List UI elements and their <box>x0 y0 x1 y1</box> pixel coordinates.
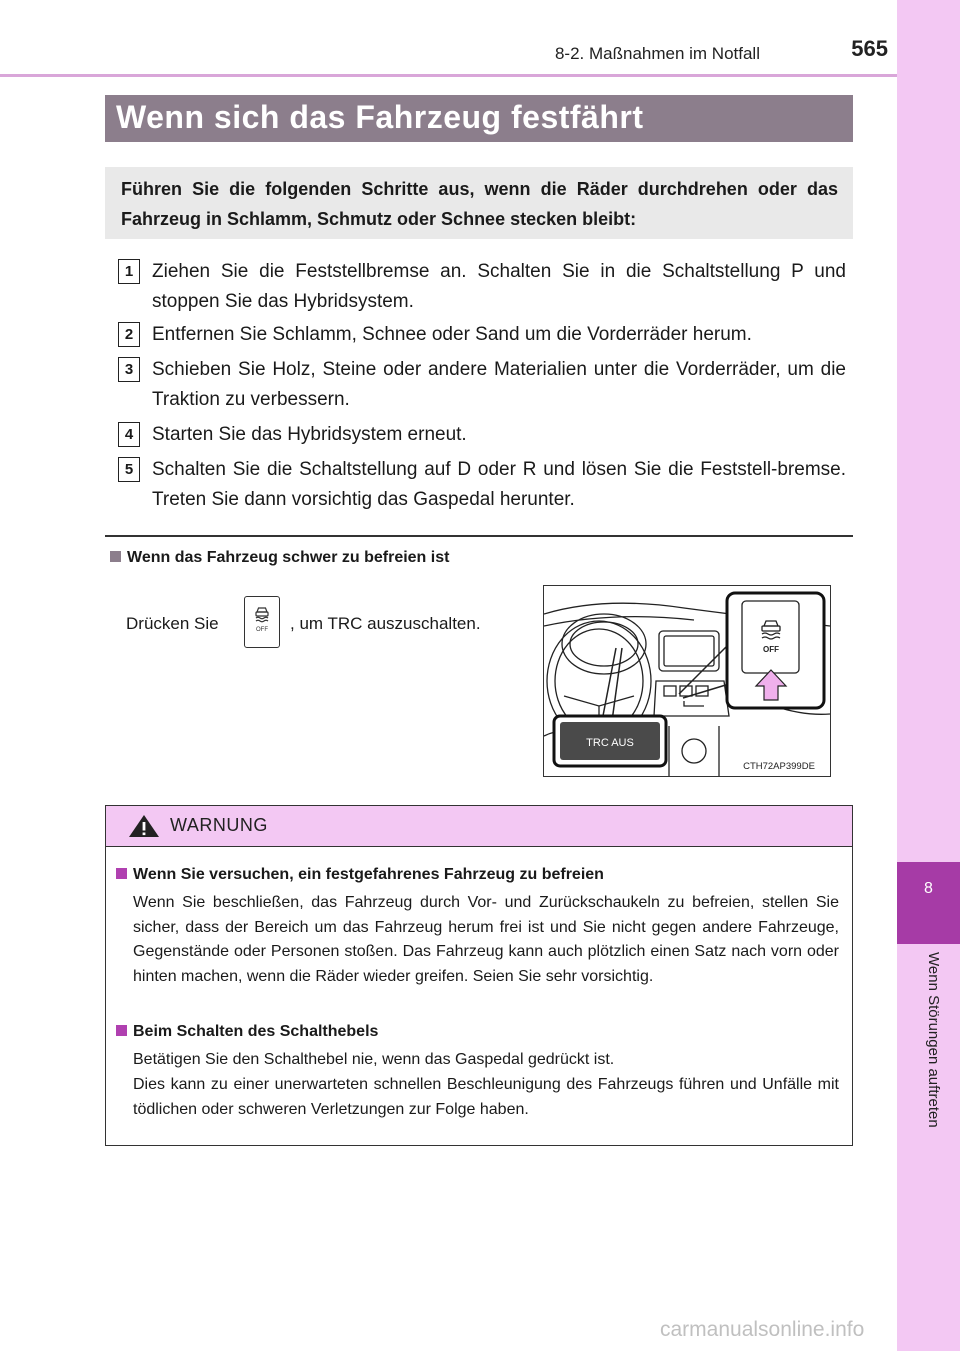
page-title: Wenn sich das Fahrzeug festfährt <box>116 99 644 135</box>
step-text: Starten Sie das Hybridsystem erneut. <box>152 424 467 445</box>
dashboard-illustration <box>543 585 831 777</box>
page-number: 565 <box>851 36 888 61</box>
bullet-square-icon <box>110 551 121 562</box>
warning-subheading-text: Beim Schalten des Schalthebels <box>133 1023 379 1040</box>
trc-off-icon <box>245 597 279 647</box>
header-rule <box>0 74 897 77</box>
bullet-square-icon <box>116 868 127 879</box>
subsection-heading-text: Wenn das Fahrzeug schwer zu befreien ist <box>127 549 450 566</box>
subsection-heading <box>110 549 449 567</box>
watermark: carmanualsonline.info <box>660 1318 865 1341</box>
chapter-tab <box>897 862 960 944</box>
warning-subheading <box>116 1023 378 1041</box>
chapter-number: 8 <box>924 880 933 897</box>
section-reference: 8-2. Maßnahmen im Notfall <box>554 44 760 63</box>
press-text-before: Drücken Sie <box>126 614 219 633</box>
warning-triangle-icon <box>128 814 160 838</box>
step-number: 4 <box>118 422 140 447</box>
chapter-title: Wenn Störungen auftreten <box>925 952 942 1128</box>
dashboard-drawing <box>544 586 830 776</box>
trc-aus-display: TRC AUS <box>586 737 634 749</box>
warning-title: WARNUNG <box>170 815 268 835</box>
step-number: 5 <box>118 457 140 482</box>
step-text: Ziehen Sie die Feststellbremse an. Schalten Sie in die Schaltstellung P und stoppen Sie das Hybridsystem. <box>152 261 846 312</box>
step-number: 3 <box>118 357 140 382</box>
warning-paragraph: Dies kann zu einer unerwarteten schnellen Beschleunigung des Fahrzeugs führen und Unfälle mit tödlichen oder schweren Verletzungen zur Folge haben. <box>133 1076 839 1118</box>
press-text-after: , um TRC auszuschalten. <box>290 614 481 633</box>
illustration-code: CTH72AP399DE <box>743 761 815 772</box>
warning-subheading-text: Wenn Sie versuchen, ein festgefahrenes Fahrzeug zu befreien <box>133 866 604 883</box>
off-label: OFF <box>763 645 779 654</box>
intro-text: Führen Sie die folgenden Schritte aus, wenn die Räder durchdrehen oder das Fahrzeug in Schlamm, Schmutz oder Schnee stecken bleibt: <box>121 179 838 229</box>
section-divider <box>105 535 853 537</box>
step-text: Schalten Sie die Schaltstellung auf D oder R und lösen Sie die Feststell-bremse. Treten Sie dann vorsichtig das Gaspedal herunter. <box>152 459 846 510</box>
bullet-square-icon <box>116 1025 127 1036</box>
warning-paragraph: Wenn Sie beschließen, das Fahrzeug durch Vor- und Zurückschaukeln zu befreien, stellen Sie sicher, dass der Bereich um das Fahrzeug herum frei ist und Sie nicht gegen andere Fahrzeuge, Gegenstände oder Personen stoßen. Das Fahrzeug kann auch plötzlich einen Satz nach vorn oder hinten machen, wenn die Räder wieder greifen. Seien Sie sehr vorsichtig. <box>133 894 839 985</box>
step-number: 2 <box>118 322 140 347</box>
step-text: Schieben Sie Holz, Steine oder andere Materialien unter die Vorderräder, um die Traktion zu verbessern. <box>152 359 846 410</box>
step-number: 1 <box>118 259 140 284</box>
step-text: Entfernen Sie Schlamm, Schnee oder Sand um die Vorderräder herum. <box>152 324 752 345</box>
trc-off-label: OFF <box>256 627 268 633</box>
warning-subheading <box>116 866 604 884</box>
trc-off-button-icon <box>244 596 280 648</box>
warning-paragraph: Betätigen Sie den Schalthebel nie, wenn das Gaspedal gedrückt ist. <box>133 1051 615 1068</box>
